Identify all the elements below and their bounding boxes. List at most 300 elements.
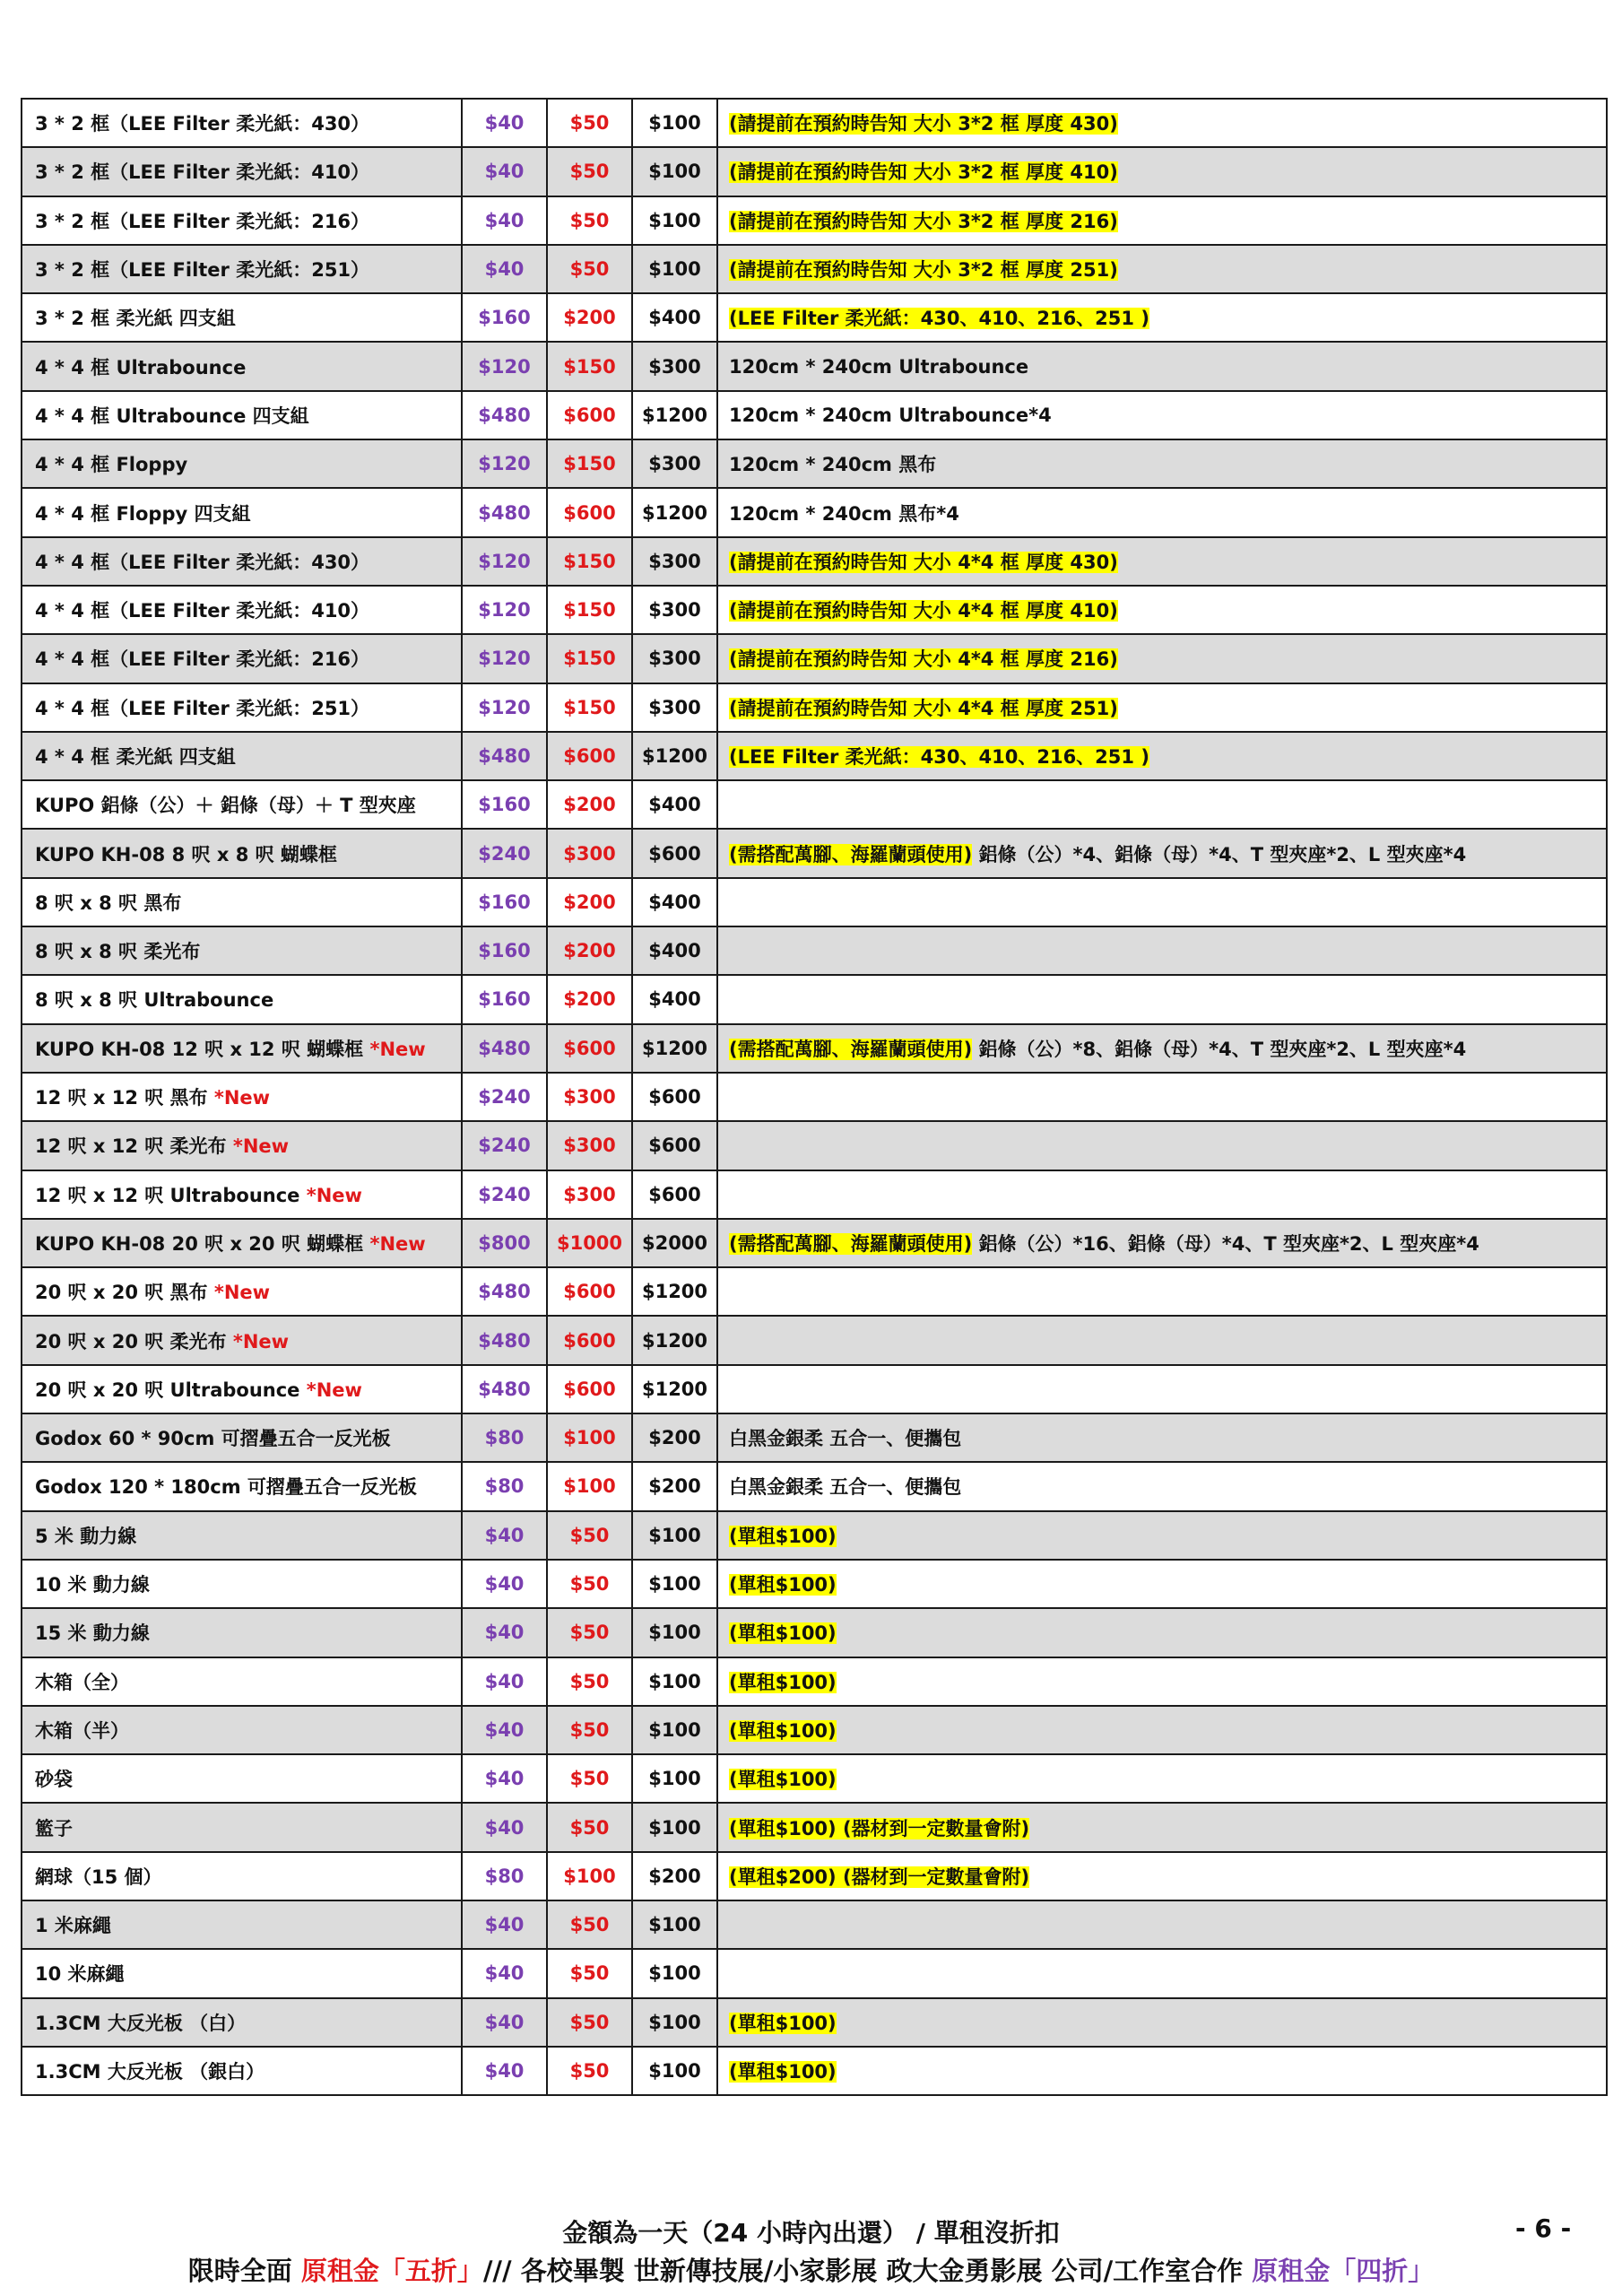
item-name: 4 * 4 框 Floppy: [35, 454, 188, 476]
table-row: [22, 1219, 1607, 1267]
price-discount: $150: [563, 453, 616, 475]
item-name-cell: [22, 147, 462, 196]
table-row: [22, 342, 1607, 390]
price-student: $160: [478, 891, 531, 913]
footer-line1: 金額為一天（24 小時內出還） / 單租沒折扣: [562, 2218, 1060, 2248]
price-discount-cell: [547, 293, 632, 342]
item-name-cell: [22, 586, 462, 634]
item-name: 10 米麻繩: [35, 1963, 125, 1986]
price-discount: $50: [569, 1573, 610, 1596]
new-badge: *New: [213, 1282, 271, 1304]
price-student-cell: [462, 1803, 547, 1851]
item-name: 4 * 4 框 Ultrabounce: [35, 356, 247, 378]
price-student-cell: [462, 391, 547, 439]
item-name: 3 * 2 框（LEE Filter 柔光紙：216）: [35, 210, 370, 232]
price-original-cell: [632, 732, 717, 780]
item-name: 20 呎 x 20 呎 Ultrabounce: [35, 1378, 300, 1401]
price-student-cell: [462, 1608, 547, 1657]
plain-note: 白黑金銀柔 五合一、便攜包: [729, 1428, 962, 1450]
item-name-cell: [22, 1803, 462, 1851]
price-student-cell: [462, 1365, 547, 1413]
price-discount-cell: [547, 147, 632, 196]
highlight-note: (單租$100) (器材到一定數量會附): [729, 1817, 1030, 1839]
page-number: - 6 -: [1515, 2213, 1572, 2243]
price-discount: $200: [563, 794, 616, 816]
item-name-cell: [22, 1462, 462, 1510]
price-original-cell: [632, 1365, 717, 1413]
price-student-cell: [462, 293, 547, 342]
price-discount: $150: [563, 355, 616, 378]
price-discount-cell: [547, 1267, 632, 1316]
note-cell: [717, 1706, 1607, 1754]
table-row: [22, 147, 1607, 196]
price-discount-cell: [547, 537, 632, 586]
price-student-cell: [462, 1316, 547, 1364]
footer-line2-c: /// 各校畢製 世新傳技展/小家影展 政大金勇影展 公司/工作室合作: [482, 2256, 1253, 2286]
new-badge: *New: [232, 1330, 290, 1352]
item-name-cell: [22, 1949, 462, 1997]
table-row: [22, 1998, 1607, 2047]
price-original-cell: [632, 245, 717, 293]
price-original-cell: [632, 1316, 717, 1364]
item-name-cell: [22, 926, 462, 975]
price-original-cell: [632, 634, 717, 683]
price-discount: $200: [563, 891, 616, 913]
highlight-note: (請提前在預約時告知 大小 3*2 框 厚度 430): [729, 113, 1118, 135]
highlight-note: (請提前在預約時告知 大小 4*4 框 厚度 410): [729, 600, 1118, 622]
item-name-cell: [22, 634, 462, 683]
price-discount: $50: [569, 1622, 610, 1644]
price-discount: $200: [563, 307, 616, 329]
note-cell: [717, 488, 1607, 536]
price-discount-cell: [547, 488, 632, 536]
table-row: [22, 196, 1607, 245]
price-discount: $600: [563, 1037, 616, 1059]
plain-note: 鋁條（公）*4、鋁條（母）*4、T 型夾座*2、L 型夾座*4: [978, 843, 1467, 865]
item-name: 20 呎 x 20 呎 黑布: [35, 1282, 208, 1304]
price-original: $400: [648, 307, 701, 329]
item-name-cell: [22, 1608, 462, 1657]
price-student: $160: [478, 307, 531, 329]
price-original: $1200: [641, 404, 708, 426]
note-cell: [717, 245, 1607, 293]
note-cell: [717, 391, 1607, 439]
price-student: $40: [484, 161, 525, 183]
price-original: $100: [648, 258, 701, 281]
price-student-cell: [462, 1219, 547, 1267]
price-discount-cell: [547, 1365, 632, 1413]
item-name-cell: [22, 1706, 462, 1754]
price-original-cell: [632, 683, 717, 732]
price-original-cell: [632, 1706, 717, 1754]
price-student: $120: [478, 599, 531, 622]
price-student-cell: [462, 1706, 547, 1754]
item-name: 8 呎 x 8 呎 黑布: [35, 891, 182, 914]
item-name: KUPO KH-08 20 呎 x 20 呎 蝴蝶框: [35, 1232, 364, 1255]
price-discount: $50: [569, 1670, 610, 1692]
note-cell: [717, 1803, 1607, 1851]
price-original: $100: [648, 112, 701, 135]
price-discount: $600: [563, 1378, 616, 1400]
note-cell: [717, 293, 1607, 342]
price-discount: $50: [569, 1914, 610, 1936]
note-cell: [717, 1754, 1607, 1803]
price-student-cell: [462, 99, 547, 147]
price-discount-cell: [547, 926, 632, 975]
price-student: $120: [478, 696, 531, 718]
price-original-cell: [632, 1462, 717, 1510]
footer-discount-forty: 原租金「四折」: [1252, 2256, 1435, 2286]
price-original: $300: [648, 648, 701, 670]
price-discount: $150: [563, 696, 616, 718]
item-name-cell: [22, 1316, 462, 1364]
note-cell: [717, 1267, 1607, 1316]
price-discount: $600: [563, 1329, 616, 1352]
price-student: $120: [478, 453, 531, 475]
item-name: 20 呎 x 20 呎 柔光布: [35, 1330, 227, 1352]
price-original-cell: [632, 147, 717, 196]
price-student: $480: [478, 404, 531, 426]
table-row: [22, 586, 1607, 634]
item-name-cell: [22, 293, 462, 342]
price-student: $40: [484, 112, 525, 135]
table-row: [22, 99, 1607, 147]
table-row: [22, 1121, 1607, 1170]
item-name-cell: [22, 1073, 462, 1121]
price-discount-cell: [547, 1998, 632, 2047]
plain-note: 鋁條（公）*16、鋁條（母）*4、T 型夾座*2、L 型夾座*4: [978, 1232, 1479, 1255]
plain-note: 鋁條（公）*8、鋁條（母）*4、T 型夾座*2、L 型夾座*4: [978, 1038, 1467, 1060]
price-student-cell: [462, 1462, 547, 1510]
table-row: [22, 1024, 1607, 1073]
price-original-cell: [632, 391, 717, 439]
price-original: $300: [648, 599, 701, 622]
price-student-cell: [462, 1900, 547, 1949]
item-name: 8 呎 x 8 呎 Ultrabounce: [35, 989, 274, 1012]
price-student: $80: [484, 1427, 525, 1449]
note-cell: [717, 586, 1607, 634]
price-original: $200: [648, 1865, 701, 1887]
note-cell: [717, 342, 1607, 390]
price-student-cell: [462, 878, 547, 926]
price-student: $240: [478, 842, 531, 865]
price-discount: $1000: [556, 1231, 623, 1254]
price-original: $400: [648, 794, 701, 816]
price-original: $200: [648, 1427, 701, 1449]
price-original-cell: [632, 1998, 717, 2047]
table-row: [22, 926, 1607, 975]
price-student: $80: [484, 1865, 525, 1887]
price-discount-cell: [547, 342, 632, 390]
item-name: 5 米 動力線: [35, 1525, 137, 1547]
table-row: [22, 1462, 1607, 1510]
price-original-cell: [632, 975, 717, 1023]
price-discount: $600: [563, 501, 616, 524]
note-cell: [717, 732, 1607, 780]
item-name-cell: [22, 1998, 462, 2047]
item-name: 1 米麻繩: [35, 1915, 111, 1937]
note-cell: [717, 1073, 1607, 1121]
price-original: $100: [648, 1962, 701, 1985]
price-student-cell: [462, 586, 547, 634]
item-name-cell: [22, 1754, 462, 1803]
item-name: KUPO KH-08 12 呎 x 12 呎 蝴蝶框: [35, 1038, 364, 1060]
price-student: $40: [484, 1816, 525, 1839]
price-original-cell: [632, 2047, 717, 2095]
price-original-cell: [632, 1219, 717, 1267]
price-original: $400: [648, 988, 701, 1011]
price-original: $600: [648, 1135, 701, 1157]
price-discount: $50: [569, 1962, 610, 1985]
highlight-note: (需搭配萬腳、海羅蘭頭使用): [729, 1232, 973, 1255]
item-name: 1.3CM 大反光板 （銀白）: [35, 2061, 265, 2083]
highlight-note: (請提前在預約時告知 大小 3*2 框 厚度 251): [729, 259, 1118, 282]
price-student: $80: [484, 1475, 525, 1498]
price-original-cell: [632, 926, 717, 975]
price-discount-cell: [547, 99, 632, 147]
price-original-cell: [632, 99, 717, 147]
new-badge: *New: [232, 1135, 290, 1158]
item-name-cell: [22, 391, 462, 439]
highlight-note: (請提前在預約時告知 大小 4*4 框 厚度 216): [729, 648, 1118, 671]
price-discount-cell: [547, 1949, 632, 1997]
price-student: $240: [478, 1135, 531, 1157]
price-discount: $600: [563, 745, 616, 767]
item-name-cell: [22, 196, 462, 245]
table-row: [22, 1706, 1607, 1754]
price-original: $300: [648, 453, 701, 475]
price-original: $300: [648, 696, 701, 718]
item-name: Godox 120 * 180cm 可摺疊五合一反光板: [35, 1476, 417, 1499]
note-cell: [717, 439, 1607, 488]
item-name: 砂袋: [35, 1769, 73, 1791]
note-cell: [717, 1511, 1607, 1560]
table-row: [22, 1803, 1607, 1851]
price-original: $1200: [641, 1378, 708, 1400]
price-student: $40: [484, 258, 525, 281]
price-student-cell: [462, 1852, 547, 1900]
highlight-note: (需搭配萬腳、海羅蘭頭使用): [729, 843, 973, 865]
item-name-cell: [22, 245, 462, 293]
price-original-cell: [632, 1170, 717, 1219]
footer-discount: [0, 2251, 1622, 2288]
price-discount: $100: [563, 1865, 616, 1887]
table-row: [22, 1511, 1607, 1560]
price-discount-cell: [547, 1754, 632, 1803]
price-discount-cell: [547, 586, 632, 634]
note-cell: [717, 1121, 1607, 1170]
price-student-cell: [462, 488, 547, 536]
price-original: $1200: [641, 1037, 708, 1059]
highlight-note: (單租$100): [729, 2012, 837, 2034]
item-name: 3 * 2 框 柔光紙 四支組: [35, 308, 236, 330]
note-cell: [717, 196, 1607, 245]
item-name-cell: [22, 1121, 462, 1170]
price-student: $160: [478, 794, 531, 816]
price-discount-cell: [547, 245, 632, 293]
price-original: $600: [648, 842, 701, 865]
price-original: $200: [648, 1475, 701, 1498]
highlight-note: (LEE Filter 柔光紙：430、410、216、251 ): [729, 308, 1149, 330]
highlight-note: (需搭配萬腳、海羅蘭頭使用): [729, 1038, 973, 1060]
price-discount-cell: [547, 1219, 632, 1267]
price-student: $120: [478, 648, 531, 670]
note-cell: [717, 1949, 1607, 1997]
highlight-note: (請提前在預約時告知 大小 3*2 框 厚度 410): [729, 161, 1118, 184]
highlight-note: (單租$100): [729, 1719, 837, 1742]
price-original-cell: [632, 1803, 717, 1851]
item-name-cell: [22, 2047, 462, 2095]
item-name-cell: [22, 1267, 462, 1316]
price-original: $1200: [641, 501, 708, 524]
new-badge: *New: [306, 1378, 362, 1401]
price-discount: $50: [569, 1816, 610, 1839]
price-student-cell: [462, 1267, 547, 1316]
price-discount-cell: [547, 1462, 632, 1510]
price-student: $120: [478, 355, 531, 378]
price-discount-cell: [547, 1024, 632, 1073]
price-student-cell: [462, 1024, 547, 1073]
price-student-cell: [462, 1998, 547, 2047]
price-student: $480: [478, 501, 531, 524]
price-discount-cell: [547, 732, 632, 780]
item-name-cell: [22, 732, 462, 780]
item-name: 12 呎 x 12 呎 柔光布: [35, 1135, 227, 1158]
price-original: $600: [648, 1086, 701, 1109]
price-original-cell: [632, 1949, 717, 1997]
note-cell: [717, 780, 1607, 829]
note-cell: [717, 634, 1607, 683]
price-discount: $50: [569, 112, 610, 135]
item-name: 木箱（半）: [35, 1719, 129, 1742]
price-student: $40: [484, 1962, 525, 1985]
price-discount: $50: [569, 209, 610, 231]
price-student: $40: [484, 2011, 525, 2033]
item-name: 4 * 4 框（LEE Filter 柔光紙：251）: [35, 697, 370, 719]
footer-line2-a: 限時全面: [187, 2256, 301, 2286]
note-cell: [717, 1852, 1607, 1900]
note-cell: [717, 1657, 1607, 1706]
item-name-cell: [22, 1511, 462, 1560]
price-student: $480: [478, 1281, 531, 1303]
plain-note: 120cm * 240cm 黑布: [729, 454, 937, 476]
table-row: [22, 1365, 1607, 1413]
item-name-cell: [22, 975, 462, 1023]
item-name: 15 米 動力線: [35, 1622, 150, 1645]
item-name: 10 米 動力線: [35, 1574, 150, 1596]
note-cell: [717, 1365, 1607, 1413]
price-original-cell: [632, 1073, 717, 1121]
table-row: [22, 829, 1607, 877]
price-student-cell: [462, 1170, 547, 1219]
price-discount-cell: [547, 1852, 632, 1900]
price-discount-cell: [547, 439, 632, 488]
price-discount-cell: [547, 1803, 632, 1851]
price-original: $100: [648, 1768, 701, 1790]
highlight-note: (單租$100): [729, 1671, 837, 1693]
price-original: $100: [648, 209, 701, 231]
item-name-cell: [22, 1219, 462, 1267]
item-name-cell: [22, 1024, 462, 1073]
price-discount-cell: [547, 1170, 632, 1219]
table-row: [22, 1852, 1607, 1900]
price-original: $100: [648, 161, 701, 183]
item-name-cell: [22, 1852, 462, 1900]
price-original-cell: [632, 488, 717, 536]
highlight-note: (單租$200) (器材到一定數量會附): [729, 1866, 1030, 1888]
table-row: [22, 732, 1607, 780]
price-original-cell: [632, 829, 717, 877]
footer-note: [0, 2213, 1622, 2249]
item-name: 4 * 4 框（LEE Filter 柔光紙：430）: [35, 551, 370, 573]
table-row: [22, 1073, 1607, 1121]
price-student-cell: [462, 147, 547, 196]
highlight-note: (請提前在預約時告知 大小 4*4 框 厚度 251): [729, 697, 1118, 719]
note-cell: [717, 926, 1607, 975]
price-discount-cell: [547, 391, 632, 439]
price-student: $160: [478, 940, 531, 962]
highlight-note: (LEE Filter 柔光紙：430、410、216、251 ): [729, 746, 1149, 768]
note-cell: [717, 878, 1607, 926]
price-original: $100: [648, 1524, 701, 1546]
price-student-cell: [462, 1121, 547, 1170]
price-student: $40: [484, 209, 525, 231]
price-student-cell: [462, 634, 547, 683]
table-row: [22, 1900, 1607, 1949]
price-original: $1200: [641, 745, 708, 767]
highlight-note: (單租$100): [729, 1769, 837, 1791]
price-student-cell: [462, 342, 547, 390]
note-cell: [717, 1900, 1607, 1949]
price-discount-cell: [547, 780, 632, 829]
note-cell: [717, 1998, 1607, 2047]
price-student-cell: [462, 780, 547, 829]
price-original: $100: [648, 2011, 701, 2033]
price-original-cell: [632, 586, 717, 634]
new-badge: *New: [306, 1184, 362, 1206]
price-discount-cell: [547, 829, 632, 877]
item-name: 3 * 2 框（LEE Filter 柔光紙：430）: [35, 113, 370, 135]
price-discount: $50: [569, 2060, 610, 2083]
price-discount: $600: [563, 404, 616, 426]
price-original: $300: [648, 550, 701, 572]
price-discount: $50: [569, 161, 610, 183]
table-row: [22, 293, 1607, 342]
note-cell: [717, 683, 1607, 732]
price-discount: $50: [569, 1768, 610, 1790]
plain-note: 120cm * 240cm Ultrabounce: [729, 355, 1029, 378]
item-name-cell: [22, 1657, 462, 1706]
price-student-cell: [462, 1413, 547, 1462]
table-row: [22, 391, 1607, 439]
price-original: $100: [648, 1670, 701, 1692]
item-name: 12 呎 x 12 呎 黑布: [35, 1087, 208, 1109]
price-discount: $300: [563, 842, 616, 865]
item-name-cell: [22, 1560, 462, 1608]
table-row: [22, 439, 1607, 488]
price-original-cell: [632, 1267, 717, 1316]
price-student-cell: [462, 732, 547, 780]
price-student: $800: [478, 1231, 531, 1254]
price-discount: $150: [563, 599, 616, 622]
price-discount-cell: [547, 1560, 632, 1608]
note-cell: [717, 1560, 1607, 1608]
price-student-cell: [462, 975, 547, 1023]
price-discount: $50: [569, 1524, 610, 1546]
price-student-cell: [462, 829, 547, 877]
item-name-cell: [22, 439, 462, 488]
table-row: [22, 1560, 1607, 1608]
